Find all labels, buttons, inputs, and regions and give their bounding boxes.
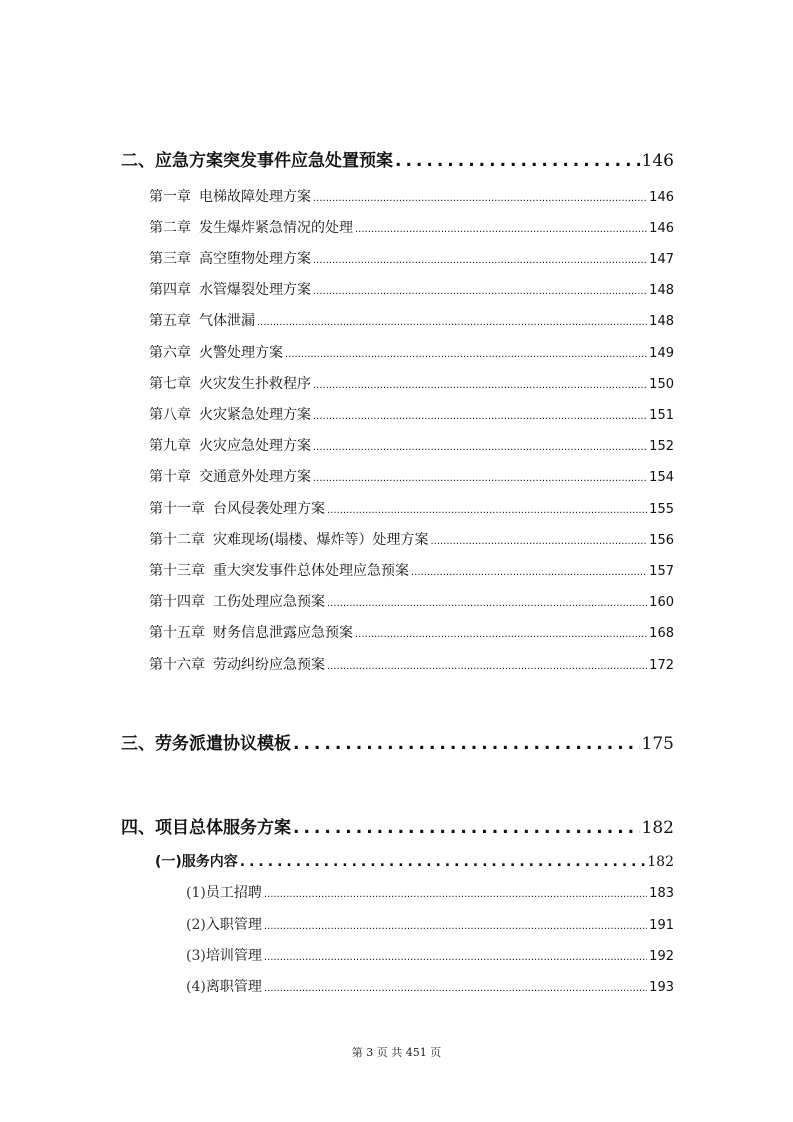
page-number: 192 bbox=[649, 949, 674, 964]
page-number: 146 bbox=[641, 151, 674, 171]
item-title: 员工招聘 bbox=[205, 885, 262, 901]
chapter-number: 第八章 bbox=[149, 407, 191, 423]
chapter-number: 第十二章 bbox=[149, 532, 205, 548]
page-number: 150 bbox=[649, 377, 674, 392]
item-number: (2) bbox=[186, 917, 206, 933]
toc-chapter-11[interactable] bbox=[149, 498, 674, 518]
dot-leader bbox=[264, 948, 647, 964]
subsection-number: (一) bbox=[155, 854, 182, 870]
item-number: (4) bbox=[186, 979, 206, 995]
toc-subsection-1[interactable] bbox=[155, 851, 674, 871]
chapter-number: 第十三章 bbox=[149, 563, 205, 579]
section-number: 二、 bbox=[121, 151, 155, 171]
chapter-title: 气体泄漏 bbox=[199, 313, 255, 329]
page-number: 147 bbox=[649, 252, 674, 267]
toc-item-4[interactable] bbox=[186, 976, 674, 996]
dot-leader bbox=[327, 657, 647, 673]
dot-leader bbox=[264, 979, 647, 995]
toc-chapter-8[interactable] bbox=[149, 404, 674, 424]
section-title: 劳务派遣协议模板 bbox=[155, 734, 291, 754]
chapter-number: 第五章 bbox=[149, 313, 191, 329]
toc-section-2[interactable] bbox=[121, 146, 674, 171]
toc-chapter-6[interactable] bbox=[149, 342, 674, 362]
toc-section-3[interactable] bbox=[121, 729, 674, 754]
chapter-number: 第七章 bbox=[149, 376, 191, 392]
page-number: 155 bbox=[649, 502, 674, 517]
chapter-title: 火灾紧急处理方案 bbox=[199, 407, 311, 423]
page-number: 160 bbox=[649, 595, 674, 610]
chapter-title: 灾难现场(塌楼、爆炸等）处理方案 bbox=[213, 532, 429, 548]
toc-chapter-15[interactable] bbox=[149, 622, 674, 642]
chapter-number: 第一章 bbox=[149, 189, 191, 205]
section-title: 项目总体服务方案 bbox=[155, 818, 291, 838]
dot-leader bbox=[264, 917, 647, 933]
toc-chapter-4[interactable] bbox=[149, 279, 674, 299]
dot-leader bbox=[313, 407, 647, 423]
item-title: 入职管理 bbox=[205, 917, 262, 933]
chapter-title: 水管爆裂处理方案 bbox=[199, 282, 311, 298]
dot-leader bbox=[293, 818, 640, 838]
chapter-number: 第二章 bbox=[149, 220, 191, 236]
dot-leader bbox=[293, 734, 640, 754]
page-number: 157 bbox=[649, 564, 674, 579]
dot-leader bbox=[313, 282, 647, 298]
toc-item-1[interactable] bbox=[186, 882, 674, 902]
toc-chapter-14[interactable] bbox=[149, 591, 674, 611]
dot-leader bbox=[430, 532, 647, 548]
toc-item-3[interactable] bbox=[186, 945, 674, 965]
page-number: 148 bbox=[649, 314, 674, 329]
section-number: 三、 bbox=[121, 734, 155, 754]
toc-chapter-2[interactable] bbox=[149, 217, 674, 237]
dot-leader bbox=[313, 189, 647, 205]
page-footer: 第 3 页 共 451 页 bbox=[351, 1046, 442, 1059]
chapter-number: 第九章 bbox=[149, 438, 191, 454]
page-number: 193 bbox=[649, 980, 674, 995]
chapter-title: 火灾应急处理方案 bbox=[199, 438, 311, 454]
chapter-title: 高空堕物处理方案 bbox=[199, 251, 311, 267]
toc-chapter-7[interactable] bbox=[149, 373, 674, 393]
chapter-number: 第十四章 bbox=[149, 594, 205, 610]
item-number: (3) bbox=[186, 948, 206, 964]
page-number: 152 bbox=[649, 439, 674, 454]
chapter-number: 第四章 bbox=[149, 282, 191, 298]
toc-chapter-3[interactable] bbox=[149, 248, 674, 268]
chapter-title: 重大突发事件总体处理应急预案 bbox=[213, 563, 409, 579]
toc-chapter-9[interactable] bbox=[149, 435, 674, 455]
chapter-number: 第十六章 bbox=[149, 657, 205, 673]
dot-leader bbox=[327, 594, 647, 610]
chapter-title: 发生爆炸紧急情况的处理 bbox=[199, 220, 353, 236]
chapter-number: 第三章 bbox=[149, 251, 191, 267]
page-number: 191 bbox=[649, 918, 674, 933]
dot-leader bbox=[240, 854, 645, 870]
section-number: 四、 bbox=[121, 818, 155, 838]
dot-leader bbox=[313, 438, 647, 454]
item-title: 离职管理 bbox=[205, 979, 262, 995]
page-number: 175 bbox=[641, 734, 674, 754]
page-number: 182 bbox=[641, 818, 674, 838]
dot-leader bbox=[395, 151, 640, 171]
dot-leader bbox=[285, 345, 647, 361]
toc-chapter-13[interactable] bbox=[149, 560, 674, 580]
toc-chapter-12[interactable] bbox=[149, 529, 674, 549]
section-title: 应急方案突发事件应急处置预案 bbox=[155, 151, 393, 171]
toc-chapter-1[interactable] bbox=[149, 186, 674, 206]
chapter-number: 第十章 bbox=[149, 469, 191, 485]
toc-chapter-16[interactable] bbox=[149, 654, 674, 674]
dot-leader bbox=[313, 469, 647, 485]
chapter-title: 交通意外处理方案 bbox=[199, 469, 311, 485]
dot-leader bbox=[355, 220, 647, 236]
chapter-title: 电梯故障处理方案 bbox=[199, 189, 311, 205]
chapter-title: 台风侵袭处理方案 bbox=[213, 501, 325, 517]
subsection-title: 服务内容 bbox=[181, 854, 238, 870]
dot-leader bbox=[313, 251, 647, 267]
dot-leader bbox=[327, 501, 647, 517]
item-number: (1) bbox=[186, 885, 206, 901]
page-number: 154 bbox=[649, 470, 674, 485]
chapter-title: 火灾发生扑救程序 bbox=[199, 376, 311, 392]
page-number: 146 bbox=[649, 190, 674, 205]
page-number: 183 bbox=[649, 886, 674, 901]
toc-chapter-5[interactable] bbox=[149, 310, 674, 330]
page-number: 148 bbox=[649, 283, 674, 298]
page-number: 156 bbox=[649, 533, 674, 548]
dot-leader bbox=[264, 885, 647, 901]
page-number: 149 bbox=[649, 346, 674, 361]
chapter-number: 第十五章 bbox=[149, 625, 205, 641]
toc-section-4[interactable] bbox=[121, 813, 674, 838]
chapter-title: 工伤处理应急预案 bbox=[213, 594, 325, 610]
chapter-title: 火警处理方案 bbox=[199, 345, 283, 361]
dot-leader bbox=[257, 313, 647, 329]
page-number: 146 bbox=[649, 221, 674, 236]
toc-chapter-10[interactable] bbox=[149, 466, 674, 486]
item-title: 培训管理 bbox=[205, 948, 262, 964]
chapter-title: 劳动纠纷应急预案 bbox=[213, 657, 325, 673]
page-number: 151 bbox=[649, 408, 674, 423]
chapter-title: 财务信息泄露应急预案 bbox=[213, 625, 353, 641]
chapter-number: 第十一章 bbox=[149, 501, 205, 517]
toc-item-2[interactable] bbox=[186, 914, 674, 934]
dot-leader bbox=[411, 563, 647, 579]
page-number: 172 bbox=[649, 658, 674, 673]
page-number: 182 bbox=[647, 854, 674, 870]
dot-leader bbox=[355, 625, 647, 641]
dot-leader bbox=[313, 376, 647, 392]
page-number: 168 bbox=[649, 626, 674, 641]
chapter-number: 第六章 bbox=[149, 345, 191, 361]
